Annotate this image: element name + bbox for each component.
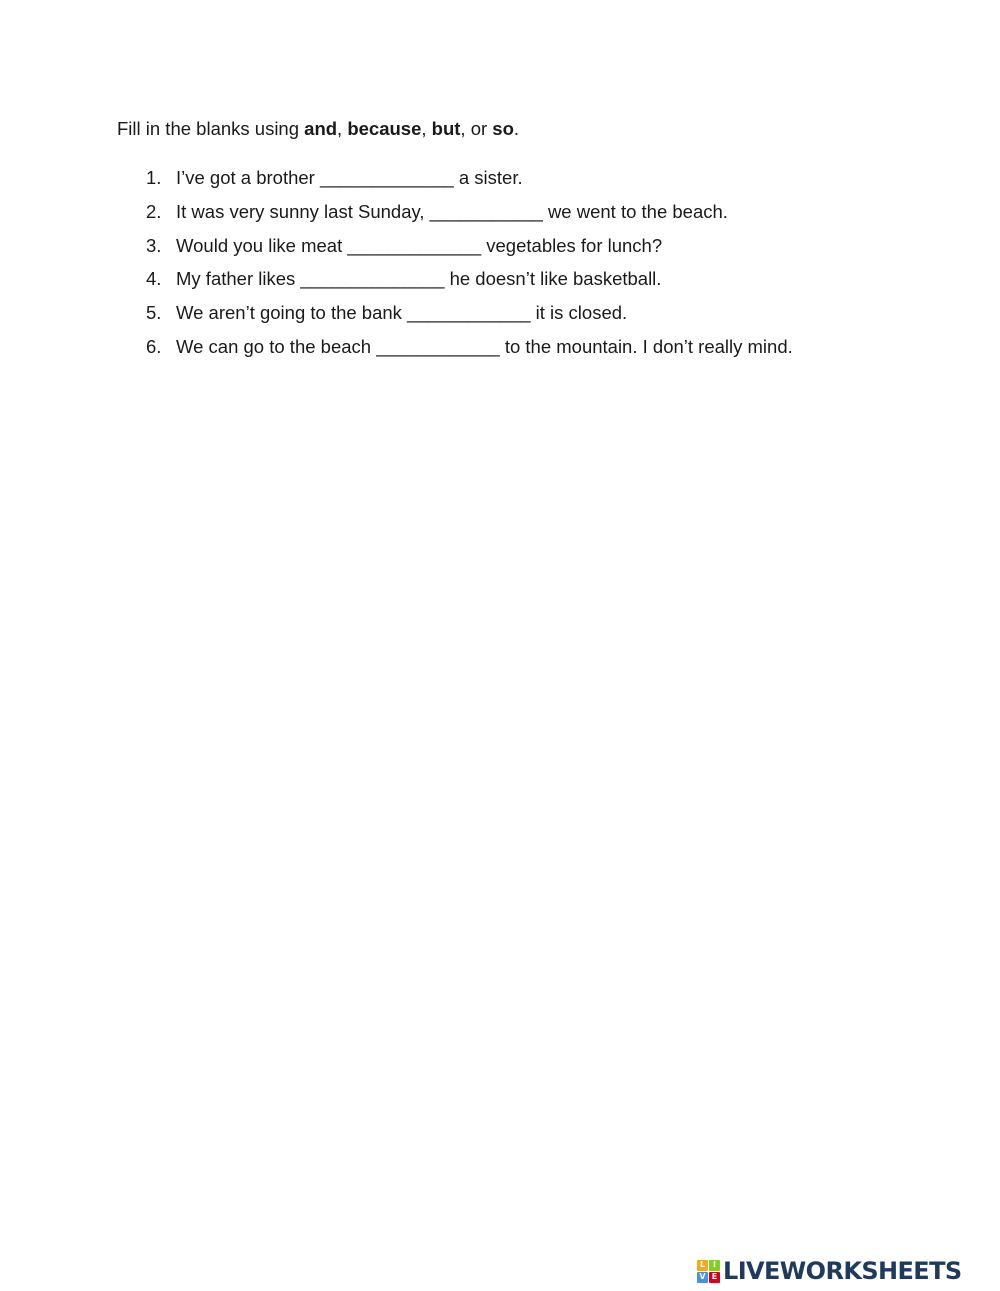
- instructions-suffix: .: [513, 118, 520, 139]
- logo-letter-l: L: [697, 1260, 708, 1271]
- logo-letter-e: E: [709, 1272, 720, 1283]
- question-item: [0, 200, 1000, 234]
- question-text: Would you like meat _____________ vegetables for lunch?: [176, 234, 663, 256]
- question-text: My father likes ______________ he doesn’t like basketball.: [176, 268, 662, 290]
- instructions-separator: , or: [460, 118, 493, 139]
- instructions: [117, 117, 519, 141]
- instructions-separator: ,: [337, 118, 348, 139]
- logo-letter-i: I: [709, 1260, 720, 1271]
- question-item: [0, 166, 1000, 200]
- question-item: [0, 234, 1000, 268]
- word-but: but: [431, 118, 461, 139]
- logo-letter-v: V: [697, 1272, 708, 1283]
- word-and: and: [304, 118, 338, 139]
- question-number: 3.: [146, 234, 162, 256]
- liveworksheets-brand: [697, 1258, 962, 1284]
- instructions-prefix: Fill in the blanks using: [117, 118, 305, 139]
- question-number: 4.: [146, 268, 162, 290]
- question-item: [0, 301, 1000, 335]
- word-because: because: [347, 118, 422, 139]
- question-number: 5.: [146, 302, 162, 324]
- question-list: [0, 166, 1000, 369]
- liveworksheets-logo-icon: [697, 1260, 720, 1283]
- question-item: [0, 335, 1000, 369]
- question-text: We can go to the beach ____________ to the mountain. I don’t really mind.: [176, 335, 793, 357]
- brand-name: LIVEWORKSHEETS: [723, 1257, 962, 1285]
- question-number: 6.: [146, 335, 162, 357]
- question-text: We aren’t going to the bank ____________ it is closed.: [176, 302, 628, 324]
- question-text: I’ve got a brother _____________ a sister.: [176, 167, 523, 188]
- word-so: so: [492, 118, 514, 139]
- question-number: 1.: [146, 167, 162, 188]
- question-item: [0, 267, 1000, 301]
- question-number: 2.: [146, 200, 162, 222]
- question-text: It was very sunny last Sunday, ___________ we went to the beach.: [176, 200, 728, 222]
- instructions-separator: ,: [421, 118, 432, 139]
